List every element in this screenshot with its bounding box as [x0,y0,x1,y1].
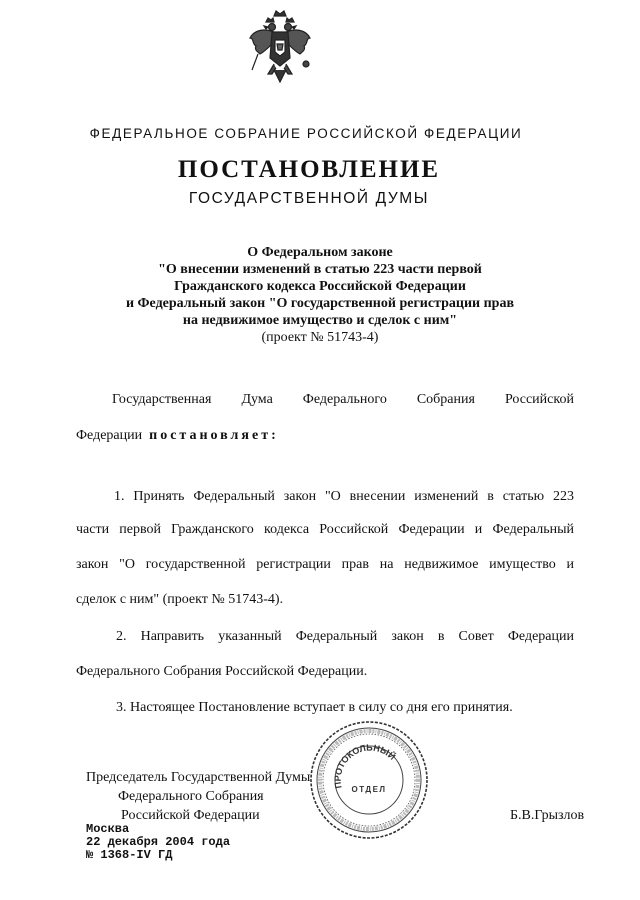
preamble-word: Российской [504,392,574,407]
document-subject [0,244,640,346]
preamble-text: Федерации [76,428,143,443]
item-1-line: части первой Гражданского кодекса Российской Федерации и Федеральный [76,522,574,537]
signature-title: Федерального Собрания [118,789,264,804]
subject-line: на недвижимое имущество и сделок с ним" [182,313,458,328]
subject-line: "О внесении изменений в статью 223 части первой [158,262,482,277]
item-2-line: Федерального Собрания Российской Федерации. [76,664,368,679]
item-1-line: сделок с ним" (проект № 51743-4). [76,592,284,607]
subject-line: Гражданского кодекса Российской Федерации [174,279,466,294]
preamble-line-1 [112,392,574,408]
item-1-line: 1. Принять Федеральный закон "О внесении изменений в статью 223 [114,489,574,504]
subject-line: О Федеральном законе [247,245,393,260]
organization-title: ФЕДЕРАЛЬНОЕ СОБРАНИЕ РОССИЙСКОЙ ФЕДЕРАЦИИ [89,126,523,141]
stamp-text: ОТДЕЛ [351,785,387,794]
issue-number: № 1368-IV ГД [86,848,173,862]
item-1-line: закон "О государственной регистрации прав на недвижимое имущество и [76,557,574,572]
round-stamp [307,718,431,842]
signature-title: Председатель Государственной Думы [86,770,311,785]
item-3-line: 3. Настоящее Постановление вступает в силу со дня его принятия. [116,700,513,715]
signatory-name: Б.В.Грызлов [510,808,585,823]
preamble-word: Собрания [416,392,475,407]
preamble-line-2 [76,428,279,444]
document-type-title: ПОСТАНОВЛЕНИЕ [177,156,441,183]
project-number: (проект № 51743-4) [261,330,379,345]
issue-city: Москва [86,822,130,836]
issue-details [86,823,230,862]
preamble-word: Дума [241,392,273,407]
decides-keyword: постановляет: [149,428,279,443]
document-type-subtitle: ГОСУДАРСТВЕННОЙ ДУМЫ [188,190,430,207]
preamble-word: Федерального [302,392,387,407]
issue-date: 22 декабря 2004 года [86,835,231,849]
russian-coat-of-arms-icon [244,8,316,88]
item-2-line: 2. Направить указанный Федеральный закон в Совет Федерации [116,629,574,644]
signature-title: Российской Федерации [121,808,260,823]
subject-line: и Федеральный закон "О государственной регистрации прав [125,296,515,311]
stamp-text: ПРОТОКОЛЬНЫЙ [332,742,398,790]
svg-text:ПРОТОКОЛЬНЫЙ [328,738,402,789]
preamble-word: Государственная [112,392,212,407]
